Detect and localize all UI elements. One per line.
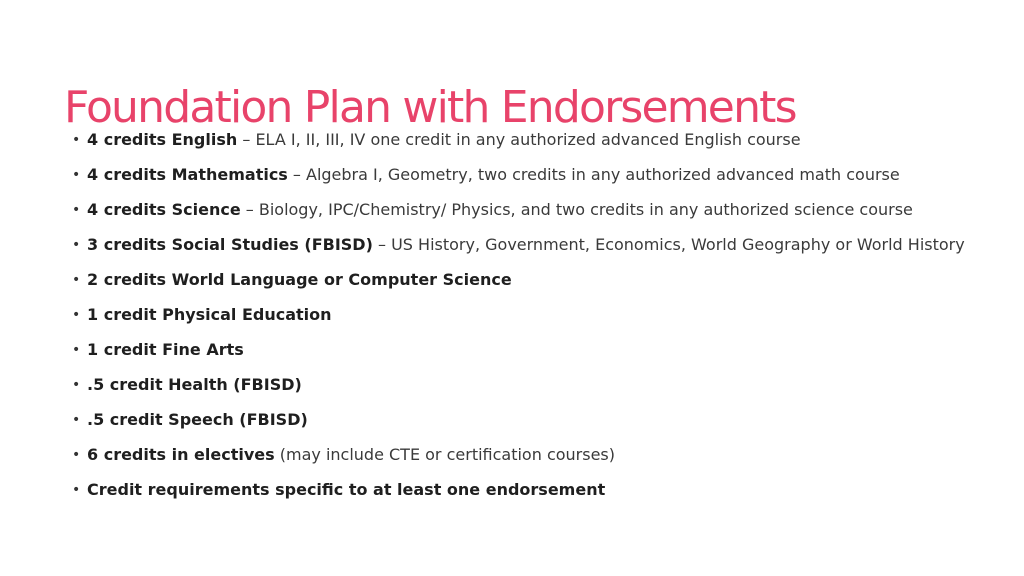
item-heading: 1 credit Physical Education — [87, 305, 332, 324]
item-heading: 2 credits World Language or Computer Science — [87, 270, 512, 289]
item-heading: 4 credits English — [87, 130, 238, 149]
item-heading: .5 credit Speech (FBISD) — [87, 410, 308, 429]
bullet-icon: • — [72, 202, 81, 218]
item-detail: – Biology, IPC/Chemistry/ Physics, and two credits in any authorized science course — [240, 200, 913, 219]
list-item — [72, 132, 992, 148]
list-item — [72, 272, 992, 288]
item-detail: – ELA I, II, III, IV one credit in any authorized advanced English course — [237, 130, 801, 149]
list-item — [72, 307, 992, 323]
bullet-icon: • — [72, 272, 81, 288]
list-item — [72, 412, 992, 428]
bullet-icon: • — [72, 377, 81, 393]
bullet-icon: • — [72, 412, 81, 428]
item-heading: 1 credit Fine Arts — [87, 340, 244, 359]
list-item — [72, 377, 992, 393]
bullet-icon: • — [72, 447, 81, 463]
item-heading: 4 credits Science — [87, 200, 241, 219]
item-heading: 3 credits Social Studies (FBISD) — [87, 235, 373, 254]
item-heading: 4 credits Mathematics — [87, 165, 288, 184]
item-detail: (may include CTE or certification courses) — [274, 445, 616, 464]
list-item — [72, 482, 992, 498]
list-item — [72, 202, 992, 218]
list-item — [72, 167, 992, 183]
item-heading: .5 credit Health (FBISD) — [87, 375, 302, 394]
bullet-icon: • — [72, 307, 81, 323]
slide-title: Foundation Plan with Endorsements — [64, 82, 796, 133]
item-detail: – Algebra I, Geometry, two credits in any authorized advanced math course — [287, 165, 900, 184]
requirements-list — [72, 132, 992, 517]
list-item — [72, 342, 992, 358]
list-item — [72, 237, 992, 253]
bullet-icon: • — [72, 482, 81, 498]
item-heading: Credit requirements specific to at least one endorsement — [87, 480, 606, 499]
list-item — [72, 447, 992, 463]
bullet-icon: • — [72, 132, 81, 148]
item-heading: 6 credits in electives — [87, 445, 275, 464]
bullet-icon: • — [72, 342, 81, 358]
bullet-icon: • — [72, 237, 81, 253]
item-detail: – US History, Government, Economics, World Geography or World History — [372, 235, 965, 254]
bullet-icon: • — [72, 167, 81, 183]
